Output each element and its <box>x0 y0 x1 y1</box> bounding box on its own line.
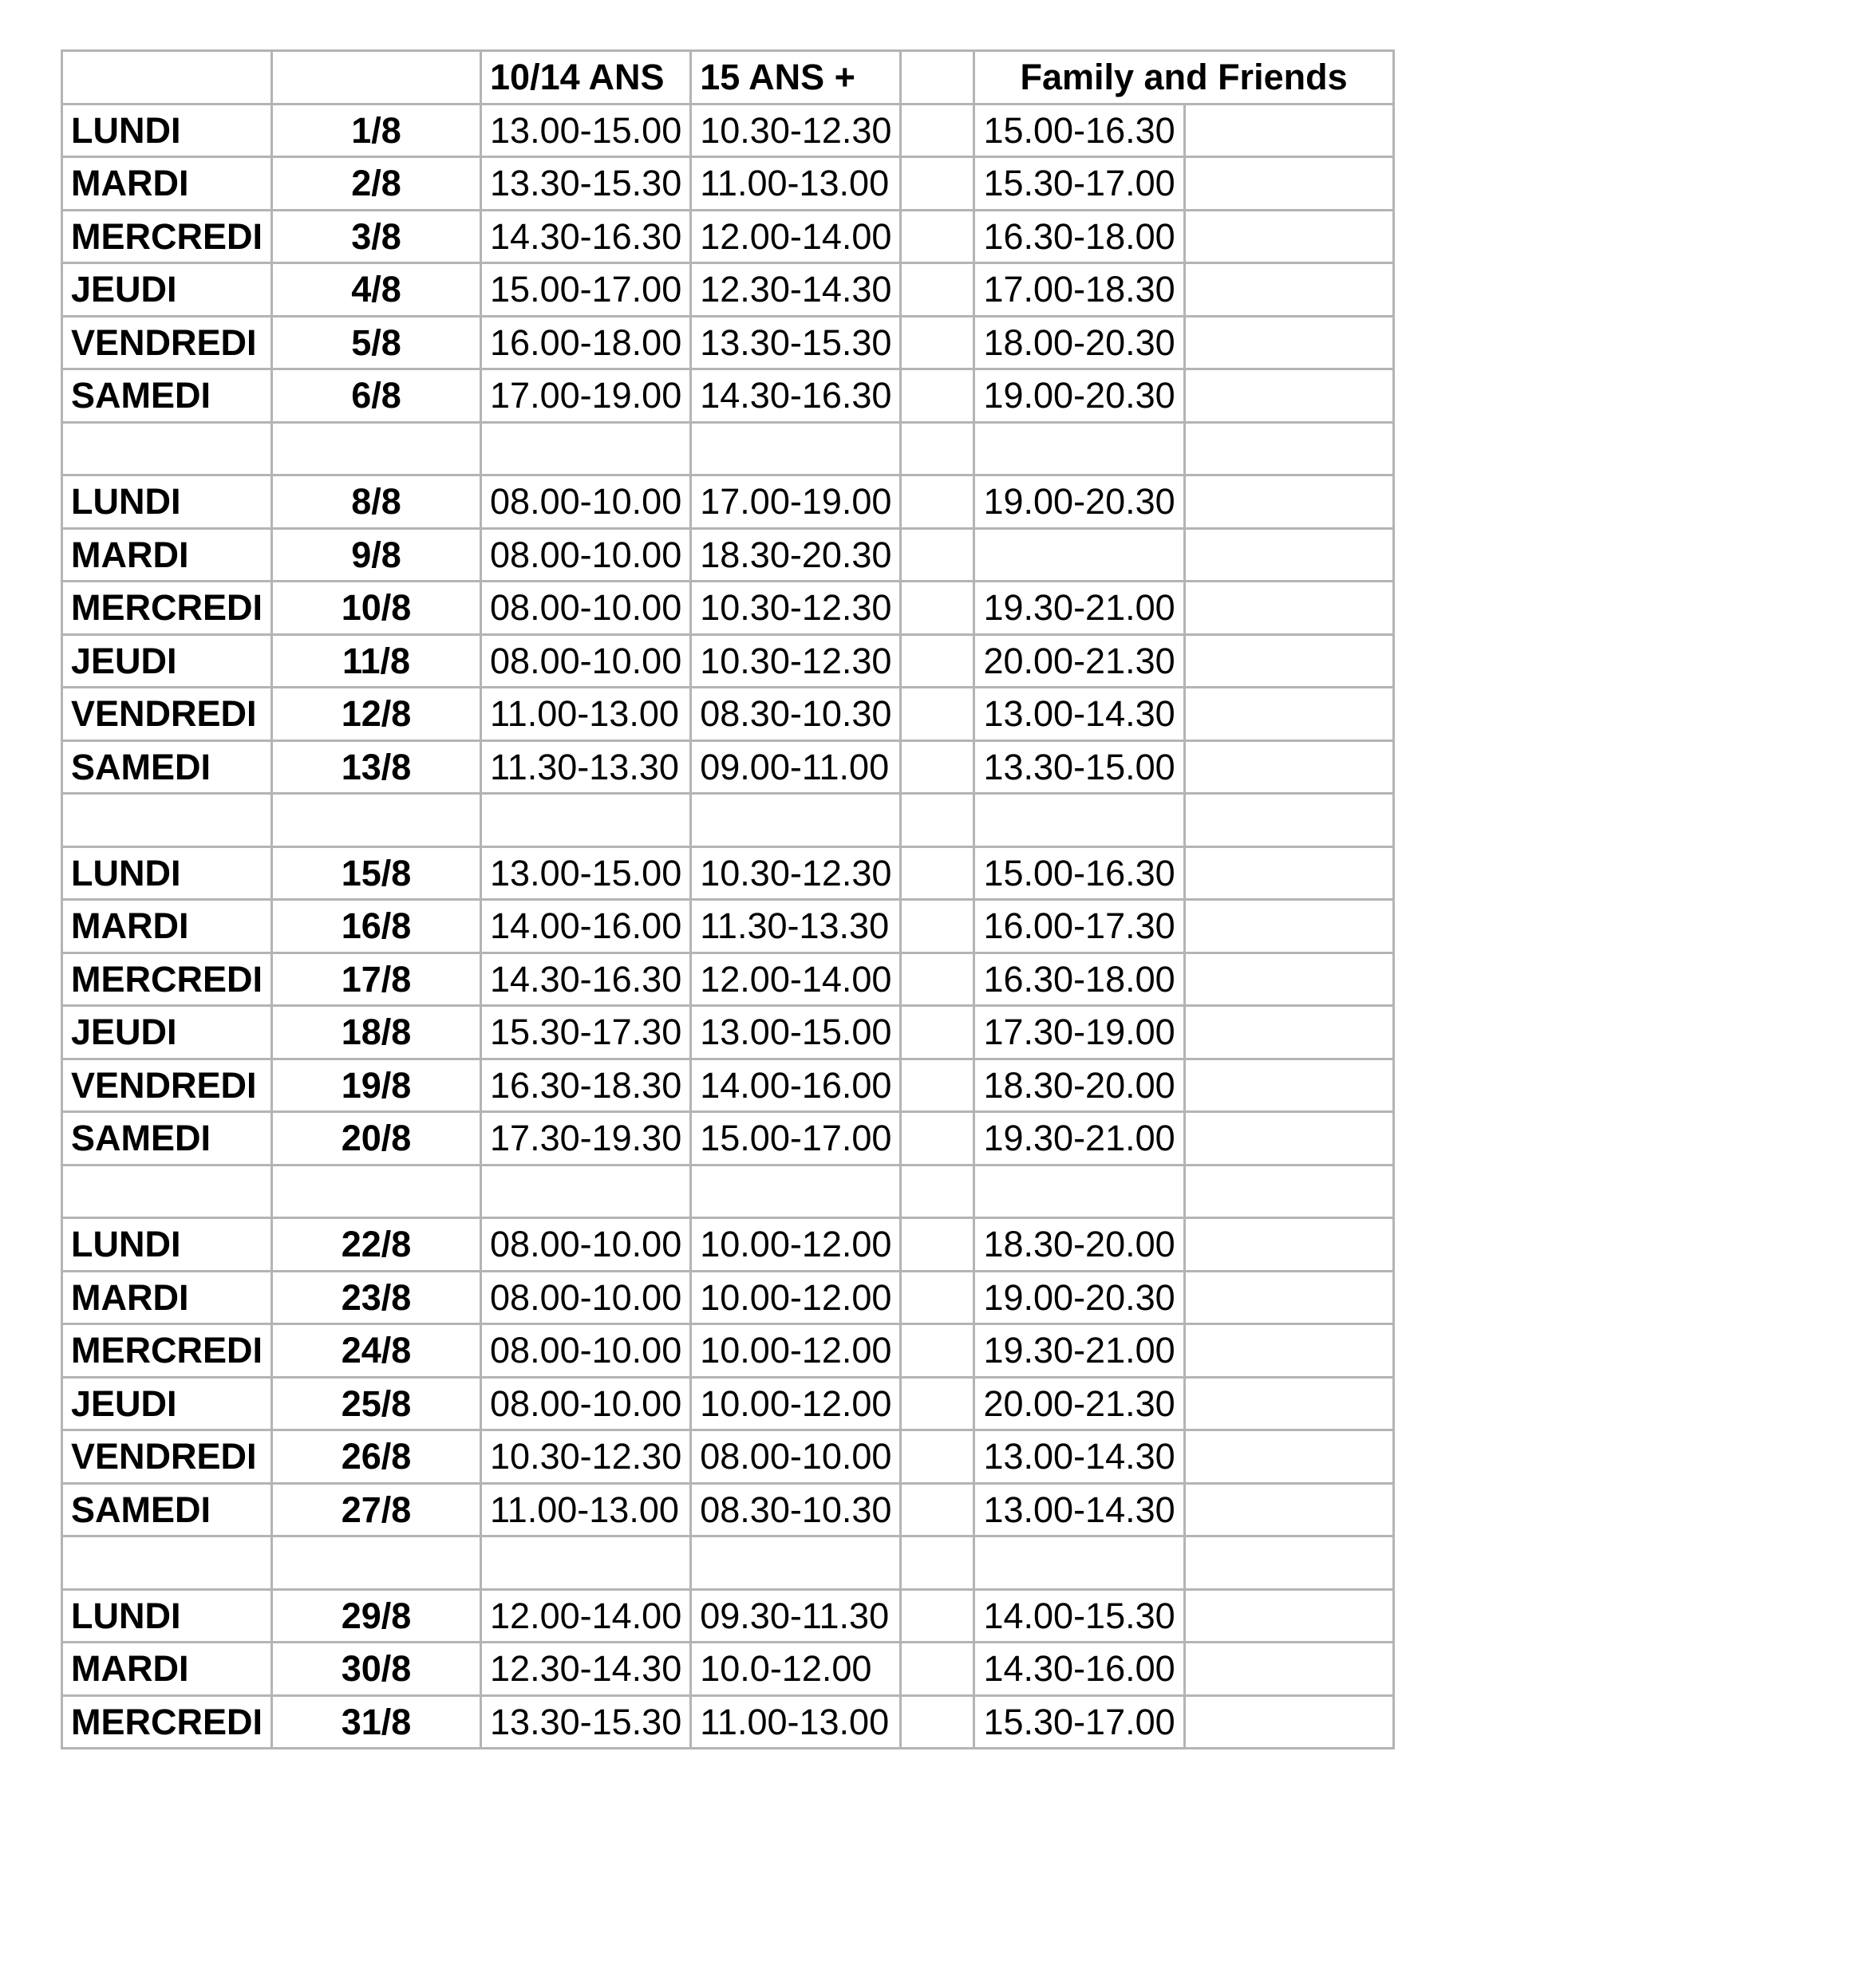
schedule-row <box>62 316 1394 369</box>
date-cell: 19/8 <box>272 1059 481 1112</box>
date-cell: 2/8 <box>272 157 481 211</box>
empty-cell <box>974 1165 1184 1218</box>
schedule-row <box>62 634 1394 688</box>
schedule-table <box>61 49 1395 1749</box>
empty-cell <box>1184 1112 1393 1166</box>
empty-cell <box>1184 263 1393 317</box>
family-slot-cell: 16.30-18.00 <box>974 953 1184 1006</box>
family-slot-cell: 19.00-20.30 <box>974 369 1184 423</box>
empty-cell <box>901 953 974 1006</box>
slot-10-14-cell: 17.00-19.00 <box>481 369 691 423</box>
empty-cell <box>901 1643 974 1696</box>
schedule-row <box>62 263 1394 317</box>
schedule-row <box>62 953 1394 1006</box>
family-slot-cell: 17.00-18.30 <box>974 263 1184 317</box>
empty-cell <box>901 1324 974 1378</box>
slot-10-14-cell: 08.00-10.00 <box>481 528 691 582</box>
day-cell: LUNDI <box>62 1589 272 1643</box>
week-separator-row <box>62 422 1394 475</box>
family-slot-cell: 16.00-17.30 <box>974 900 1184 953</box>
schedule-row <box>62 1218 1394 1272</box>
schedule-row <box>62 475 1394 529</box>
day-cell: MARDI <box>62 528 272 582</box>
family-slot-cell: 13.30-15.00 <box>974 740 1184 794</box>
empty-cell <box>901 1059 974 1112</box>
empty-cell <box>974 794 1184 847</box>
empty-cell <box>974 1536 1184 1590</box>
day-cell: JEUDI <box>62 1377 272 1430</box>
slot-15-plus-cell: 09.00-11.00 <box>691 740 901 794</box>
date-cell: 8/8 <box>272 475 481 529</box>
date-cell: 3/8 <box>272 210 481 263</box>
empty-cell <box>901 1536 974 1590</box>
empty-cell <box>272 1536 481 1590</box>
schedule-row <box>62 1377 1394 1430</box>
slot-10-14-cell: 11.30-13.30 <box>481 740 691 794</box>
slot-15-plus-cell: 08.30-10.30 <box>691 688 901 741</box>
slot-15-plus-cell: 10.0-12.00 <box>691 1643 901 1696</box>
empty-cell <box>901 528 974 582</box>
schedule-row <box>62 157 1394 211</box>
week-separator-row <box>62 794 1394 847</box>
empty-cell <box>1184 1377 1393 1430</box>
day-cell: LUNDI <box>62 1218 272 1272</box>
family-slot-cell: 15.00-16.30 <box>974 104 1184 157</box>
schedule-row <box>62 1059 1394 1112</box>
slot-10-14-cell: 08.00-10.00 <box>481 634 691 688</box>
date-cell: 13/8 <box>272 740 481 794</box>
empty-cell <box>901 1430 974 1484</box>
slot-10-14-cell: 08.00-10.00 <box>481 582 691 635</box>
date-cell: 11/8 <box>272 634 481 688</box>
empty-cell <box>901 846 974 900</box>
day-cell: VENDREDI <box>62 1059 272 1112</box>
empty-cell <box>901 1695 974 1749</box>
slot-15-plus-cell: 15.00-17.00 <box>691 1112 901 1166</box>
empty-cell <box>901 1165 974 1218</box>
day-cell: MERCREDI <box>62 582 272 635</box>
date-cell: 5/8 <box>272 316 481 369</box>
schedule-row <box>62 1430 1394 1484</box>
empty-cell <box>272 422 481 475</box>
day-cell: LUNDI <box>62 104 272 157</box>
schedule-row <box>62 104 1394 157</box>
day-cell: MARDI <box>62 1271 272 1324</box>
date-cell: 30/8 <box>272 1643 481 1696</box>
slot-10-14-cell: 15.30-17.30 <box>481 1006 691 1059</box>
empty-cell <box>691 1536 901 1590</box>
slot-15-plus-cell: 10.30-12.30 <box>691 846 901 900</box>
slot-10-14-cell: 08.00-10.00 <box>481 1218 691 1272</box>
schedule-row <box>62 1695 1394 1749</box>
schedule-row <box>62 1112 1394 1166</box>
empty-cell <box>1184 846 1393 900</box>
family-slot-cell: 15.00-16.30 <box>974 846 1184 900</box>
date-cell: 4/8 <box>272 263 481 317</box>
day-cell: SAMEDI <box>62 1483 272 1536</box>
empty-cell <box>901 1218 974 1272</box>
empty-cell <box>481 422 691 475</box>
empty-cell <box>1184 475 1393 529</box>
slot-10-14-cell: 15.00-17.00 <box>481 263 691 317</box>
empty-cell <box>481 1536 691 1590</box>
family-slot-cell: 18.00-20.30 <box>974 316 1184 369</box>
date-cell: 1/8 <box>272 104 481 157</box>
slot-15-plus-cell: 14.30-16.30 <box>691 369 901 423</box>
slot-15-plus-cell: 12.00-14.00 <box>691 953 901 1006</box>
date-cell: 23/8 <box>272 1271 481 1324</box>
empty-cell <box>901 794 974 847</box>
date-cell: 6/8 <box>272 369 481 423</box>
schedule-row <box>62 1006 1394 1059</box>
slot-15-plus-cell: 08.00-10.00 <box>691 1430 901 1484</box>
empty-cell <box>901 1483 974 1536</box>
slot-10-14-cell: 14.30-16.30 <box>481 953 691 1006</box>
family-slot-cell: 19.00-20.30 <box>974 475 1184 529</box>
family-slot-cell: 13.00-14.30 <box>974 1483 1184 1536</box>
empty-cell <box>901 740 974 794</box>
empty-cell <box>1184 528 1393 582</box>
schedule-row <box>62 1643 1394 1696</box>
family-slot-cell: 16.30-18.00 <box>974 210 1184 263</box>
family-slot-cell: 15.30-17.00 <box>974 1695 1184 1749</box>
empty-cell <box>481 1165 691 1218</box>
empty-cell <box>901 634 974 688</box>
empty-cell <box>901 157 974 211</box>
empty-cell <box>901 1271 974 1324</box>
date-cell: 15/8 <box>272 846 481 900</box>
slot-15-plus-cell: 13.30-15.30 <box>691 316 901 369</box>
empty-cell <box>901 263 974 317</box>
slot-10-14-cell: 13.30-15.30 <box>481 157 691 211</box>
family-slot-cell: 20.00-21.30 <box>974 1377 1184 1430</box>
week-separator-row <box>62 1536 1394 1590</box>
slot-15-plus-cell: 10.00-12.00 <box>691 1377 901 1430</box>
empty-cell <box>901 422 974 475</box>
schedule-row <box>62 740 1394 794</box>
empty-cell <box>1184 210 1393 263</box>
family-slot-cell: 13.00-14.30 <box>974 1430 1184 1484</box>
empty-cell <box>1184 634 1393 688</box>
family-slot-cell <box>974 528 1184 582</box>
empty-cell <box>691 1165 901 1218</box>
empty-cell <box>691 422 901 475</box>
empty-cell <box>901 688 974 741</box>
day-cell: SAMEDI <box>62 369 272 423</box>
date-cell: 10/8 <box>272 582 481 635</box>
slot-10-14-cell: 11.00-13.00 <box>481 688 691 741</box>
slot-10-14-cell: 13.00-15.00 <box>481 846 691 900</box>
day-cell: MARDI <box>62 900 272 953</box>
day-cell: LUNDI <box>62 846 272 900</box>
slot-15-plus-cell: 14.00-16.00 <box>691 1059 901 1112</box>
slot-15-plus-cell: 10.00-12.00 <box>691 1218 901 1272</box>
slot-15-plus-cell: 11.30-13.30 <box>691 900 901 953</box>
empty-cell <box>272 794 481 847</box>
header-empty-cell <box>901 51 974 105</box>
empty-cell <box>1184 688 1393 741</box>
date-cell: 31/8 <box>272 1695 481 1749</box>
empty-cell <box>901 1112 974 1166</box>
empty-cell <box>901 1589 974 1643</box>
schedule-row <box>62 210 1394 263</box>
day-cell: VENDREDI <box>62 316 272 369</box>
empty-cell <box>1184 740 1393 794</box>
slot-15-plus-cell: 10.00-12.00 <box>691 1271 901 1324</box>
slot-10-14-cell: 10.30-12.30 <box>481 1430 691 1484</box>
slot-15-plus-cell: 11.00-13.00 <box>691 1695 901 1749</box>
date-cell: 29/8 <box>272 1589 481 1643</box>
empty-cell <box>1184 582 1393 635</box>
empty-cell <box>901 900 974 953</box>
header-empty-cell <box>272 51 481 105</box>
family-slot-cell: 20.00-21.30 <box>974 634 1184 688</box>
day-cell: MERCREDI <box>62 953 272 1006</box>
date-cell: 17/8 <box>272 953 481 1006</box>
slot-15-plus-cell: 10.30-12.30 <box>691 582 901 635</box>
slot-15-plus-cell: 17.00-19.00 <box>691 475 901 529</box>
empty-cell <box>1184 1059 1393 1112</box>
empty-cell <box>1184 1165 1393 1218</box>
schedule-row <box>62 900 1394 953</box>
empty-cell <box>1184 157 1393 211</box>
slot-10-14-cell: 13.00-15.00 <box>481 104 691 157</box>
date-cell: 9/8 <box>272 528 481 582</box>
family-slot-cell: 13.00-14.30 <box>974 688 1184 741</box>
day-cell: MERCREDI <box>62 1324 272 1378</box>
slot-15-plus-cell: 10.00-12.00 <box>691 1324 901 1378</box>
empty-cell <box>901 582 974 635</box>
empty-cell <box>1184 369 1393 423</box>
day-cell: LUNDI <box>62 475 272 529</box>
empty-cell <box>62 422 272 475</box>
header-10-14-ans: 10/14 ANS <box>481 51 691 105</box>
empty-cell <box>974 422 1184 475</box>
date-cell: 27/8 <box>272 1483 481 1536</box>
empty-cell <box>1184 1643 1393 1696</box>
empty-cell <box>901 1006 974 1059</box>
family-slot-cell: 19.30-21.00 <box>974 1112 1184 1166</box>
schedule-row <box>62 582 1394 635</box>
day-cell: VENDREDI <box>62 1430 272 1484</box>
empty-cell <box>1184 1483 1393 1536</box>
slot-15-plus-cell: 10.30-12.30 <box>691 104 901 157</box>
slot-10-14-cell: 12.30-14.30 <box>481 1643 691 1696</box>
slot-10-14-cell: 14.30-16.30 <box>481 210 691 263</box>
slot-10-14-cell: 14.00-16.00 <box>481 900 691 953</box>
family-slot-cell: 14.30-16.00 <box>974 1643 1184 1696</box>
family-slot-cell: 17.30-19.00 <box>974 1006 1184 1059</box>
empty-cell <box>1184 794 1393 847</box>
date-cell: 25/8 <box>272 1377 481 1430</box>
schedule-row <box>62 1271 1394 1324</box>
date-cell: 12/8 <box>272 688 481 741</box>
empty-cell <box>901 104 974 157</box>
family-slot-cell: 19.00-20.30 <box>974 1271 1184 1324</box>
schedule-row <box>62 1589 1394 1643</box>
empty-cell <box>1184 900 1393 953</box>
day-cell: JEUDI <box>62 263 272 317</box>
schedule-row <box>62 1324 1394 1378</box>
family-slot-cell: 18.30-20.00 <box>974 1218 1184 1272</box>
day-cell: VENDREDI <box>62 688 272 741</box>
slot-15-plus-cell: 09.30-11.30 <box>691 1589 901 1643</box>
date-cell: 24/8 <box>272 1324 481 1378</box>
family-slot-cell: 19.30-21.00 <box>974 582 1184 635</box>
date-cell: 26/8 <box>272 1430 481 1484</box>
day-cell: SAMEDI <box>62 1112 272 1166</box>
schedule-row <box>62 369 1394 423</box>
slot-15-plus-cell: 12.30-14.30 <box>691 263 901 317</box>
empty-cell <box>62 794 272 847</box>
header-empty-cell <box>62 51 272 105</box>
slot-10-14-cell: 08.00-10.00 <box>481 1324 691 1378</box>
empty-cell <box>901 210 974 263</box>
empty-cell <box>1184 1695 1393 1749</box>
day-cell: MERCREDI <box>62 1695 272 1749</box>
header-15-ans-plus: 15 ANS + <box>691 51 901 105</box>
date-cell: 20/8 <box>272 1112 481 1166</box>
day-cell: MARDI <box>62 1643 272 1696</box>
slot-10-14-cell: 12.00-14.00 <box>481 1589 691 1643</box>
empty-cell <box>1184 1218 1393 1272</box>
family-slot-cell: 14.00-15.30 <box>974 1589 1184 1643</box>
day-cell: JEUDI <box>62 634 272 688</box>
family-slot-cell: 18.30-20.00 <box>974 1059 1184 1112</box>
empty-cell <box>1184 1430 1393 1484</box>
slot-10-14-cell: 16.00-18.00 <box>481 316 691 369</box>
empty-cell <box>901 1377 974 1430</box>
empty-cell <box>901 475 974 529</box>
slot-10-14-cell: 08.00-10.00 <box>481 475 691 529</box>
empty-cell <box>1184 422 1393 475</box>
empty-cell <box>1184 1589 1393 1643</box>
slot-10-14-cell: 17.30-19.30 <box>481 1112 691 1166</box>
empty-cell <box>1184 1271 1393 1324</box>
family-slot-cell: 15.30-17.00 <box>974 157 1184 211</box>
empty-cell <box>1184 1324 1393 1378</box>
date-cell: 16/8 <box>272 900 481 953</box>
date-cell: 18/8 <box>272 1006 481 1059</box>
slot-10-14-cell: 11.00-13.00 <box>481 1483 691 1536</box>
empty-cell <box>1184 1536 1393 1590</box>
empty-cell <box>901 369 974 423</box>
empty-cell <box>62 1536 272 1590</box>
week-separator-row <box>62 1165 1394 1218</box>
slot-15-plus-cell: 10.30-12.30 <box>691 634 901 688</box>
slot-10-14-cell: 08.00-10.00 <box>481 1271 691 1324</box>
schedule-row <box>62 528 1394 582</box>
slot-15-plus-cell: 08.30-10.30 <box>691 1483 901 1536</box>
empty-cell <box>1184 104 1393 157</box>
slot-15-plus-cell: 12.00-14.00 <box>691 210 901 263</box>
schedule-row <box>62 846 1394 900</box>
empty-cell <box>691 794 901 847</box>
empty-cell <box>1184 316 1393 369</box>
empty-cell <box>481 794 691 847</box>
schedule-row <box>62 688 1394 741</box>
empty-cell <box>901 316 974 369</box>
header-row <box>62 51 1394 105</box>
slot-15-plus-cell: 13.00-15.00 <box>691 1006 901 1059</box>
slot-15-plus-cell: 18.30-20.30 <box>691 528 901 582</box>
day-cell: JEUDI <box>62 1006 272 1059</box>
empty-cell <box>62 1165 272 1218</box>
empty-cell <box>272 1165 481 1218</box>
slot-10-14-cell: 13.30-15.30 <box>481 1695 691 1749</box>
day-cell: MARDI <box>62 157 272 211</box>
slot-10-14-cell: 08.00-10.00 <box>481 1377 691 1430</box>
empty-cell <box>1184 1006 1393 1059</box>
day-cell: MERCREDI <box>62 210 272 263</box>
schedule-row <box>62 1483 1394 1536</box>
slot-10-14-cell: 16.30-18.30 <box>481 1059 691 1112</box>
schedule-body <box>62 51 1394 1749</box>
day-cell: SAMEDI <box>62 740 272 794</box>
empty-cell <box>1184 953 1393 1006</box>
slot-15-plus-cell: 11.00-13.00 <box>691 157 901 211</box>
header-family-and-friends: Family and Friends <box>974 51 1393 105</box>
date-cell: 22/8 <box>272 1218 481 1272</box>
family-slot-cell: 19.30-21.00 <box>974 1324 1184 1378</box>
